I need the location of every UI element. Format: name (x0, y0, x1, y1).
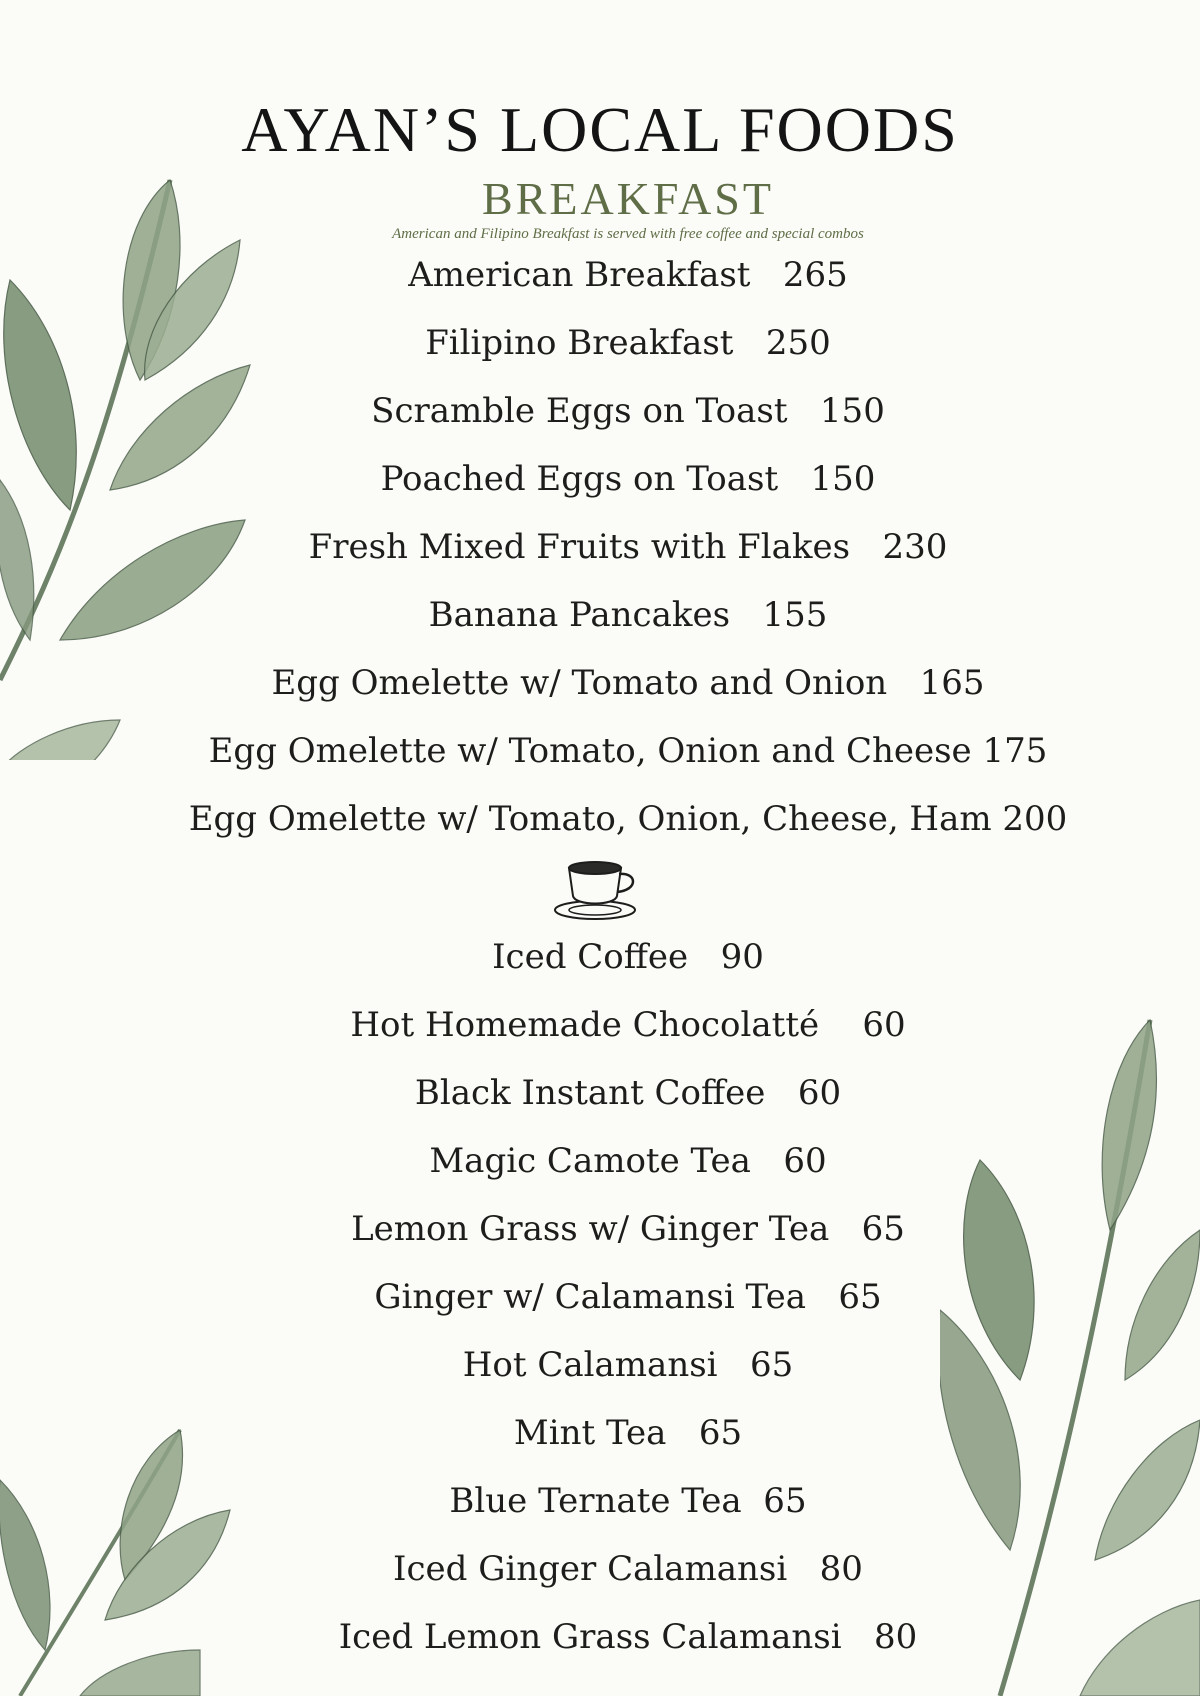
menu-title: AYAN’S LOCAL FOODS (241, 94, 959, 165)
menu-item: Magic Camote Tea 60 (429, 1141, 827, 1181)
menu-item: Hot Homemade Chocolatté 60 (350, 1005, 906, 1045)
menu-item: Mint Tea 65 (513, 1413, 743, 1453)
menu-item: Egg Omelette w/ Tomato, Onion and Cheese 175 (208, 731, 1048, 771)
menu-section-title: BREAKFAST (482, 173, 774, 224)
menu-item: Iced Lemon Grass Calamansi 80 (338, 1617, 918, 1657)
menu-item: Fresh Mixed Fruits with Flakes 230 (308, 527, 948, 567)
menu-item: Iced Coffee 90 (492, 937, 764, 977)
menu-item: Egg Omelette w/ Tomato and Onion 165 (271, 663, 985, 703)
menu-item: American Breakfast 265 (408, 255, 848, 295)
menu-item: Hot Calamansi 65 (462, 1345, 794, 1385)
menu-item: Blue Ternate Tea 65 (449, 1481, 807, 1521)
menu-item: Banana Pancakes 155 (428, 595, 828, 635)
coffee-cup-icon (553, 856, 643, 922)
menu-item: Iced Ginger Calamansi 80 (393, 1549, 863, 1589)
menu-note: American and Filipino Breakfast is served with free coffee and special combos (392, 226, 864, 242)
menu-item: Ginger w/ Calamansi Tea 65 (374, 1277, 882, 1317)
menu-item: Filipino Breakfast 250 (425, 323, 831, 363)
menu-item: Black Instant Coffee 60 (414, 1073, 842, 1113)
menu-item: Poached Eggs on Toast 150 (380, 459, 876, 499)
menu-item: Egg Omelette w/ Tomato, Onion, Cheese, Ham 200 (188, 799, 1068, 839)
menu-item: Lemon Grass w/ Ginger Tea 65 (351, 1209, 905, 1249)
menu-item: Scramble Eggs on Toast 150 (371, 391, 885, 431)
